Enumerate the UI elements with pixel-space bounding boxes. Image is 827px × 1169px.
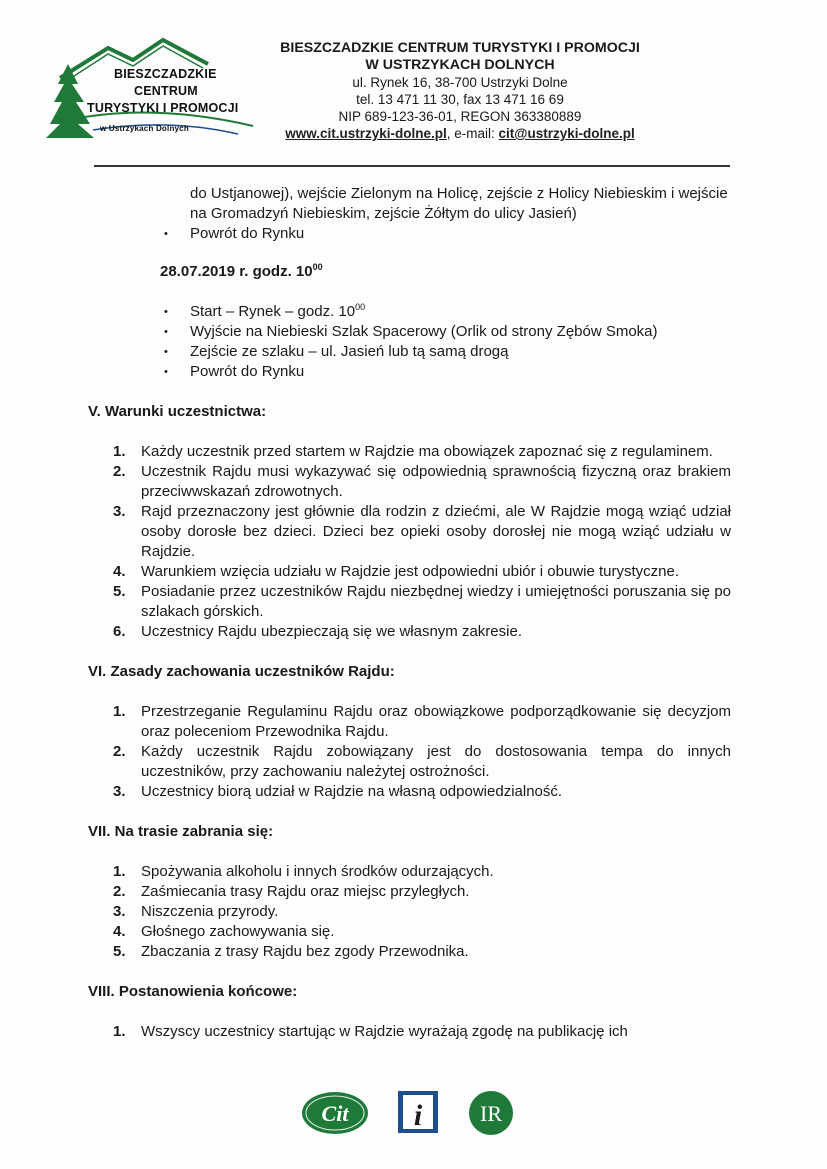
list-item <box>164 302 734 322</box>
logo-text-line-3: TURYSTYKI I PROMOCJI <box>87 101 239 115</box>
logo-text-line-1: BIESZCZADZKIE <box>114 67 217 81</box>
org-name-line-2: W USTRZYKACH DOLNYCH <box>365 57 555 73</box>
list-item: 2. Zaśmiecania trasy Rajdu oraz miejsc przyległych. <box>113 883 470 900</box>
cit-logo-icon <box>300 1090 370 1136</box>
org-phone: tel. 13 471 11 30, fax 13 471 16 69 <box>356 92 564 107</box>
list-item: 4. Głośnego zachowywania się. <box>113 923 335 940</box>
section-heading-vii: VII. Na trasie zabrania się: <box>88 823 274 840</box>
list-item: 5. Zbaczania z trasy Rajdu bez zgody Przewodnika. <box>113 943 469 960</box>
day2-date <box>160 262 827 282</box>
ir-logo-text: IR <box>480 1101 502 1126</box>
section-list-v <box>0 442 827 642</box>
info-logo-text: i <box>413 1099 423 1132</box>
list-item: • Powrót do Rynku <box>164 224 734 244</box>
document-body <box>0 184 827 1042</box>
list-item: 1. Przestrzeganie Regulaminu Rajdu oraz obowiązkowe podporządkowanie się decyzjom oraz poleceniom Przewodnika Rajdu. <box>113 703 731 740</box>
footer-logos <box>0 1090 827 1140</box>
list-item: 4. Warunkiem wzięcia udziału w Rajdzie jest odpowiedni ubiór i obuwie turystyczne. <box>113 563 680 580</box>
day2-date-text: 28.07.2019 r. godz. 10 <box>160 263 313 280</box>
list-item: • Powrót do Rynku <box>164 362 734 382</box>
start-sup: 00 <box>355 302 366 312</box>
intro-bullets <box>0 224 827 244</box>
section-heading-viii: VIII. Postanowienia końcowe: <box>88 983 298 1000</box>
header-divider <box>94 165 730 167</box>
org-ids: NIP 689-123-36-01, REGON 363380889 <box>338 109 582 124</box>
list-item: 1. Wszyscy uczestnicy startując w Rajdzie wyrażają zgodę na publikację ich <box>113 1023 628 1040</box>
org-logo <box>38 34 270 146</box>
day2-date-sup: 00 <box>312 262 323 272</box>
list-item: 1. Spożywania alkoholu i innych środków odurzających. <box>113 863 494 880</box>
route-continuation: do Ustjanowej), wejście Zielonym na Holicę, zejście z Holicy Niebieskim i wejście na Gromadzyń Niebieskim, zejście Żółtym do ulicy Jasień) <box>190 185 728 222</box>
start-text: Start – Rynek – godz. 10 <box>190 303 356 320</box>
list-item: 5. Posiadanie przez uczestników Rajdu niezbędnej wiedzy i umiejętności poruszania się po szlakach górskich. <box>113 583 731 620</box>
section-heading-vi: VI. Zasady zachowania uczestników Rajdu: <box>88 663 395 680</box>
info-logo-icon <box>397 1090 439 1134</box>
ir-logo-icon <box>468 1090 514 1136</box>
list-item: 3. Niszczenia przyrody. <box>113 903 279 920</box>
list-item: 2. Każdy uczestnik Rajdu zobowiązany jest do dostosowania tempa do innych uczestników, przy zachowaniu należytej ostrożności. <box>113 743 731 780</box>
website-link[interactable]: www.cit.ustrzyki-dolne.pl <box>285 126 447 141</box>
section-heading-v: V. Warunki uczestnictwa: <box>88 403 267 420</box>
section-list-vi <box>0 702 827 802</box>
section-list-viii <box>0 1022 827 1042</box>
letterhead-info <box>250 40 670 142</box>
list-item: • Zejście ze szlaku – ul. Jasień lub tą samą drogą <box>164 342 734 362</box>
list-item: 3. Uczestnicy biorą udział w Rajdzie na własną odpowiedzialność. <box>113 783 563 800</box>
org-address: ul. Rynek 16, 38-700 Ustrzyki Dolne <box>352 75 568 90</box>
list-item: 6. Uczestnicy Rajdu ubezpieczają się we własnym zakresie. <box>113 623 522 640</box>
org-contact <box>250 125 670 142</box>
email-label: , e-mail: <box>446 126 499 141</box>
section-list-vii <box>0 862 827 962</box>
logo-text-line-2: CENTRUM <box>134 84 198 98</box>
list-item: 2. Uczestnik Rajdu musi wykazywać się odpowiednią sprawnością fizyczną oraz brakiem przeciwwskazań zdrowotnych. <box>113 463 731 500</box>
list-item: 1. Każdy uczestnik przed startem w Rajdzie ma obowiązek zapoznać się z regulaminem. <box>113 443 713 460</box>
day2-bullets <box>0 302 827 382</box>
org-name-line-1: BIESZCZADZKIE CENTRUM TURYSTYKI I PROMOCJI <box>280 40 640 56</box>
email-link[interactable]: cit@ustrzyki-dolne.pl <box>498 126 635 141</box>
cit-logo-text: Cit <box>321 1101 349 1126</box>
list-item: 3. Rajd przeznaczony jest głównie dla rodzin z dziećmi, ale W Rajdzie mogą wziąć udział osoby dorosłe bez dzieci. Dzieci bez opieki osoby dorosłej nie mogą wziąć udziału w Rajdzie. <box>113 503 731 560</box>
list-item: • Wyjście na Niebieski Szlak Spacerowy (Orlik od strony Zębów Smoka) <box>164 322 734 342</box>
logo-text-line-4: w Ustrzykach Dolnych <box>100 124 189 133</box>
